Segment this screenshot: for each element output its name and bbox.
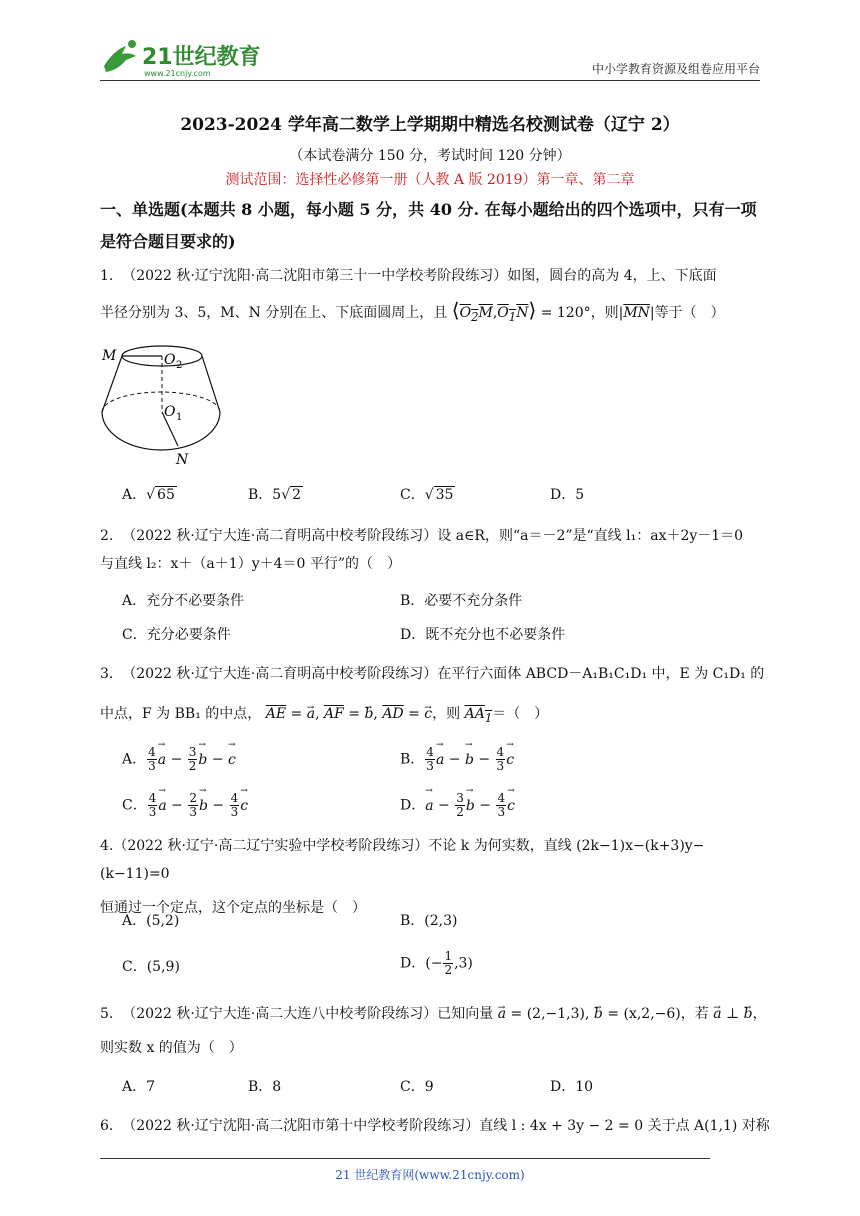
label-O2: O: [164, 352, 176, 368]
question-1: 1. （2022 秋·辽宁沈阳·高二沈阳市第三十一中学校考阶段练习）如图，圆台的高为 4，上、下底面 半径分别为 3、5，M、N 分别在上、下底面圆周上，且 $⟨O_2M,O_1N⟩ = 120^\circ$，则$|\overline{MN}|$等于（ ）: [100, 268, 725, 324]
q5-option-b[interactable]: B．8: [248, 1079, 282, 1095]
header-divider: [100, 80, 760, 81]
label-M: M: [102, 348, 117, 364]
q1-option-d[interactable]: D．5: [550, 487, 585, 503]
footer-divider: [100, 1158, 710, 1159]
q3-option-b[interactable]: B． $\frac{4}{3}$ → a − → b − $\frac{4}{3}$ → c: [400, 746, 514, 773]
header-platform-name: 中小学教育资源及组卷应用平台: [591, 62, 760, 76]
label-O1-sub: 1: [176, 412, 183, 423]
q1-option-c[interactable]: C．√ 35: [400, 487, 454, 503]
q5-option-a[interactable]: A．7: [122, 1079, 156, 1095]
question-2: 2. （2022 秋·辽宁大连·高二育明高中校考阶段练习）设 a∈R，则“a＝－2”是“直线 l₁：ax＋2y－1＝0 与直线 l₂：x＋（a＋1）y＋4＝0 平行”的（ ）: [100, 528, 744, 572]
question-4: 4.（2022 秋·辽宁·高二辽宁实验中学校考阶段练习）不论 k 为何实数，直线 (2k−1)x−(k+3)y−(k−11)=0 恒通过一个定点，这个定点的坐标是（ ）: [100, 838, 705, 916]
q3-option-a[interactable]: A． $\frac{4}{3}$ → a − $\frac{3}{2}$ → b − → c: [122, 746, 236, 773]
q4-option-d[interactable]: D．(− $\frac{1}{2}$ ,3): [400, 949, 473, 977]
q5-option-d[interactable]: D．10: [550, 1079, 594, 1095]
q3-option-d[interactable]: D．→ a − $\frac{3}{2}$ → b − $\frac{4}{3}$ → c: [400, 792, 515, 819]
logo-subtext: www.21cnjy.com: [144, 69, 211, 78]
exam-subtitle: （本试卷满分 150 分，考试时间 120 分钟）: [289, 148, 571, 164]
site-logo: [96, 36, 266, 80]
label-O2-sub: 2: [176, 360, 183, 371]
q4-option-c[interactable]: C．(5,9): [122, 959, 180, 975]
q5-option-c[interactable]: C．9: [400, 1079, 434, 1095]
frustum-figure: [100, 340, 230, 470]
question-6: 6. （2022 秋·辽宁沈阳·高二沈阳市第十中学校考阶段练习）直线 l : 4x + 3y − 2 = 0 关于点 A(1,1) 对称: [100, 1118, 770, 1134]
q4-option-a[interactable]: A．(5,2): [122, 913, 180, 929]
q1-option-b[interactable]: B．5√ 2: [248, 487, 302, 503]
logo-text: 21世纪教育: [142, 45, 261, 70]
q2-option-a[interactable]: A．充分不必要条件: [122, 593, 245, 609]
footer-link[interactable]: 21 世纪教育网(www.21cnjy.com): [335, 1168, 525, 1182]
question-5: 5. （2022 秋·辽宁大连·高二大连八中校考阶段练习）已知向量 → a = (2,−1,3), → b = (x,2,−6)，若 → a ⊥ → b， 则实数 x 的值为（ ）: [100, 1000, 770, 1062]
q2-option-c[interactable]: C．充分必要条件: [122, 627, 231, 643]
exam-title: 2023-2024 学年高二数学上学期期中精选名校测试卷（辽宁 2）: [180, 115, 680, 135]
q3-option-c[interactable]: C． $\frac{4}{3}$ → a − $\frac{2}{3}$ → b − $\frac{4}{3}$ → c: [122, 792, 248, 819]
q1-option-a[interactable]: A．√ 65: [122, 487, 175, 503]
section-heading: 一、单选题(本题共 8 小题，每小题 5 分，共 40 分. 在每小题给出的四个选项中，只有一项是符合题目要求的): [100, 200, 757, 251]
label-O1: O: [164, 404, 176, 420]
question-3: 3. （2022 秋·辽宁大连·高二育明高中校考阶段练习）在平行六面体 ABCD－A₁B₁C₁D₁ 中，E 为 C₁D₁ 的 中点，F 为 BB₁ 的中点， $\overline{AE}$ = → a, $\overline{AF}$ = → b, $\overline{AD}$ = → c，则 $AA_1=$（ ）: [100, 660, 770, 732]
exam-range: 测试范围：选择性必修第一册（人教 A 版 2019）第一章、第二章: [225, 172, 635, 188]
q4-option-b[interactable]: B．(2,3): [400, 913, 458, 929]
q2-option-b[interactable]: B．必要不充分条件: [400, 593, 523, 609]
q2-option-d[interactable]: D．既不充分也不必要条件: [400, 627, 566, 643]
label-N: N: [176, 452, 189, 468]
